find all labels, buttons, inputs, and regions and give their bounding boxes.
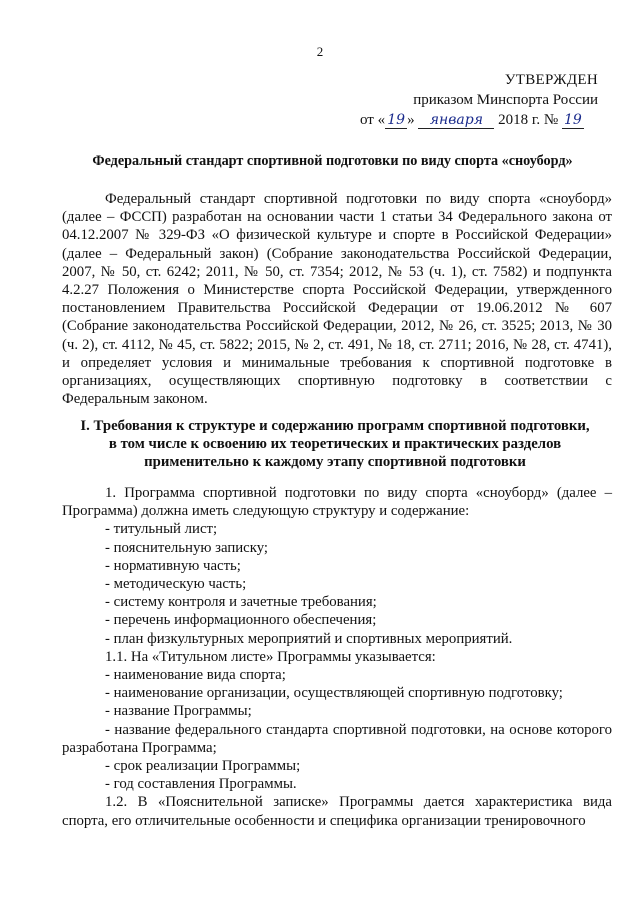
section-1-title [60, 417, 610, 472]
date-mid: » [407, 112, 415, 128]
list-item: - год составления Программы. [105, 776, 297, 793]
list-item: - нормативную часть; [105, 557, 241, 574]
intro-paragraph: Федеральный стандарт спортивной подготовки по виду спорта «сноуборд» (далее – ФССП) разработан на основании части 1 статьи 34 Федерального закона от 04.12.2007 № 329-ФЗ «О физической культуре и спорте в Российской Федерации» (далее – Федеральный закон) (Собрание законодательства Российской Федерации, 2007, № 50, ст. 6242; 2011, № 50, ст. 7354; 2012, № 53 (ч. 1), ст. 7582) и подпункта 4.2.27 Положения о Министерстве спорта Российской Федерации, утвержденного постановлением Правительства Российской Федерации от 19.06.2012 № 607 (Собрание законодательства Российской Федерации, 2012, № 26, ст. 3525; 2013, № 30 (ч. 2), ст. 4112, № 45, ст. 5822; 2015, № 2, ст. 491, № 18, ст. 2711; 2016, № 28, ст. 4741), и определяет условия и минимальные требования к спортивной подготовке в организациях, осуществляющих спортивную подготовку в соответствии с Федеральным законом. [62, 191, 612, 408]
paragraph-1: 1. Программа спортивной подготовки по виду спорта «сноуборд» (далее – Программа) должна иметь следующую структуру и содержание: [62, 485, 612, 520]
approval-date-line [360, 110, 610, 130]
list-item: - пояснительную записку; [105, 539, 269, 556]
list-item: - перечень информационного обеспечения; [105, 612, 377, 629]
list-item: - титульный лист; [105, 521, 218, 538]
section-title-line: в том числе к освоению их теоретических и практических разделов [108, 436, 562, 453]
paragraph-1-1: 1.1. На «Титульном листе» Программы указывается: [105, 648, 436, 665]
approval-order: приказом Минспорта России [413, 92, 598, 108]
section-title-line: I. Требования к структуре и содержанию программ спортивной подготовки, [80, 418, 590, 434]
handwritten-month: января [418, 112, 494, 129]
section-1-content [62, 484, 612, 830]
intro-section [62, 190, 612, 408]
date-year: 2018 г. № [498, 112, 559, 128]
list-item: - наименование вида спорта; [105, 667, 286, 684]
page-number: 2 [316, 44, 324, 59]
list-item: - методическую часть; [105, 576, 247, 593]
list-item: - наименование организации, осуществляющей спортивную подготовку; [105, 685, 563, 702]
section-title-line: применительно к каждому этапу спортивной подготовки [144, 454, 526, 471]
handwritten-number: 19 [562, 112, 584, 129]
list-item: - систему контроля и зачетные требования; [105, 594, 377, 611]
paragraph-1-2: 1.2. В «Пояснительной записке» Программы дается характеристика вида спорта, его отличительные особенности и специфика организации тренировочного [62, 794, 612, 829]
list-item: - срок реализации Программы; [105, 758, 301, 775]
document-title: Федеральный стандарт спортивной подготовки по виду спорта «сноуборд» [92, 153, 573, 169]
list-item: - название федерального стандарта спортивной подготовки, на основе которого разработана Программа; [62, 721, 612, 756]
handwritten-day: 19 [385, 112, 407, 129]
approval-heading: УТВЕРЖДЕН [504, 72, 598, 88]
approval-block [360, 70, 610, 130]
list-item: - план физкультурных мероприятий и спортивных мероприятий. [105, 630, 513, 647]
list-item: - название Программы; [105, 703, 252, 720]
date-prefix: от « [360, 112, 386, 128]
